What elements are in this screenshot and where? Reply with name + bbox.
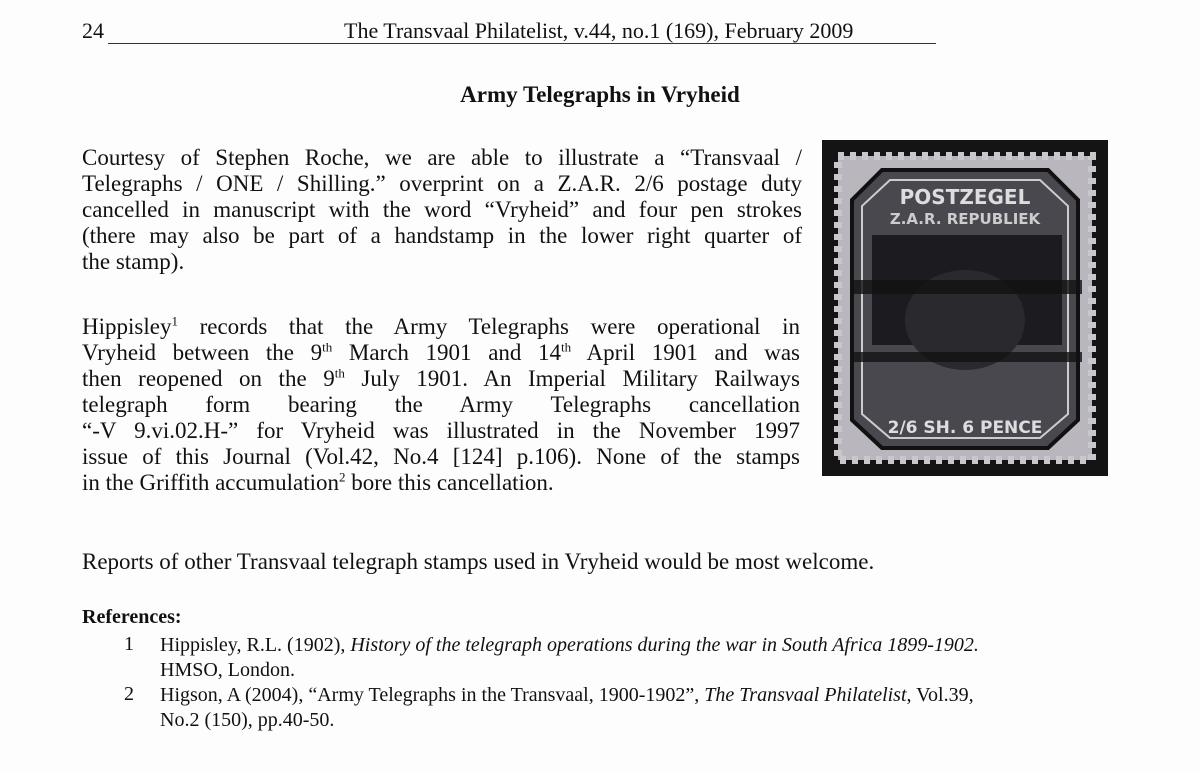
reference-title: The Transvaal Philatelist [704, 684, 907, 706]
text-line [82, 171, 802, 197]
reference-number: 1 [124, 633, 134, 655]
paragraph-1 [82, 145, 802, 275]
text-line [82, 444, 800, 470]
stamp-top-text: POSTZEGEL [899, 185, 1031, 209]
text-segment: April 1901 and was [571, 340, 800, 365]
text-segment: Hippisley [82, 314, 172, 339]
superscript: 2 [338, 469, 346, 485]
text-segment: Telegraphs / ONE / Shilling.” overprint on a Z.A.R. 2/6 postage duty [82, 171, 802, 196]
stamp-value-text: 2/6 SH. 6 PENCE [887, 418, 1043, 438]
text-segment: issue of this Journal (Vol.42, No.4 [124] p.106). None of the stamps [82, 444, 800, 469]
superscript: th [561, 339, 572, 355]
text-line [82, 340, 800, 366]
text-segment: March 1901 and 14 [332, 340, 562, 365]
paragraph-3 [82, 549, 982, 575]
text-segment: telegraph form bearing the Army Telegraphs cancellation [82, 392, 800, 417]
reference-text: HMSO, London. [160, 659, 296, 681]
text-segment: “-V 9.vi.02.H-” for Vryheid was illustrated in the November 1997 [82, 418, 800, 443]
text-segment: Courtesy of Stephen Roche, we are able to illustrate a “Transvaal / [82, 145, 802, 170]
text-line [82, 470, 800, 496]
text-line [82, 418, 800, 444]
text-segment: (there may also be part of a handstamp in the lower right quarter of [82, 223, 802, 248]
references-heading: References: [82, 606, 182, 628]
text-segment: July 1901. An Imperial Military Railways [344, 366, 800, 391]
text-segment: Vryheid between the 9 [82, 340, 323, 365]
reference-text: Higson, A (2004), “Army Telegraphs in the Transvaal, 1900-1902”, [160, 684, 705, 706]
superscript: 1 [171, 313, 178, 329]
reference-1 [160, 633, 979, 683]
reference-number: 2 [124, 683, 134, 705]
text-segment: cancelled in manuscript with the word “Vryheid” and four pen strokes [82, 197, 802, 222]
text-line [82, 314, 800, 340]
text-line [82, 366, 800, 392]
reference-2 [160, 683, 974, 733]
text-line [82, 145, 802, 171]
running-header: The Transvaal Philatelist, v.44, no.1 (169), February 2009 [344, 18, 854, 43]
reference-title: History of the telegraph operations during the war in South Africa 1899-1902. [350, 634, 979, 656]
reference-text: Hippisley, R.L. (1902), [160, 634, 351, 656]
reference-text: No.2 (150), pp.40-50. [160, 709, 335, 731]
superscript: th [334, 365, 345, 381]
stamp-image [822, 140, 1112, 480]
text-segment: records that the Army Telegraphs were operational in [177, 314, 800, 339]
text-segment: bore this cancellation. [345, 470, 554, 495]
text-segment: in the Griffith accumulation [82, 470, 339, 495]
stamp-republic-text: Z.A.R. REPUBLIEK [889, 210, 1041, 228]
header-rule [108, 43, 936, 44]
text-line [82, 249, 802, 275]
text-segment: the stamp). [82, 249, 185, 274]
superscript: th [322, 339, 333, 355]
text-line [82, 392, 800, 418]
text-line [82, 223, 802, 249]
text-segment: then reopened on the 9 [82, 366, 335, 391]
text-line [82, 549, 982, 575]
article-title: Army Telegraphs in Vryheid [460, 82, 740, 107]
reference-text: , Vol.39, [906, 684, 974, 706]
page-number: 24 [82, 18, 104, 43]
paragraph-2 [82, 314, 800, 496]
text-segment: Reports of other Transvaal telegraph stamps used in Vryheid would be most welcome. [82, 549, 875, 574]
text-line [82, 197, 802, 223]
